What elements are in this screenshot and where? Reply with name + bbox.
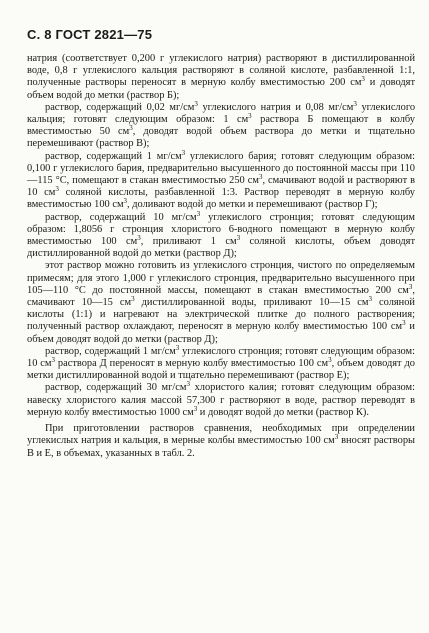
- paragraph: раствор, содержащий 1 $мг/см^3$ углекислого стронция; готовят следующим образом: 10 $см^3$ раствора Д переносят в мерную колбу вместимостью 100 $см^3$, объем доводят до метки дистиллированной водой и тщательно перемешивают (раствор Е);: [27, 343, 415, 382]
- paragraph: раствор, содержащий 10 $мг/см^3$ углекислого стронция; готовят следующим образом: 1,8056 г стронция хлористого 6-водного помещают в мерную колбу вместимостью 100 $см^3$, приливают 1 $см^3$ соляной кислоты, объем доводят дистиллированной водой до метки (раствор Д);: [27, 209, 416, 260]
- paragraph: раствор, содержащий 1 $мг/см^3$ углекислого бария; готовят следующим образом: 0,100 г углекислого бария, предварительно высушенного до постоянной массы при 110—115 °С, помещают в стакан вместимостью 250 $см^3$, смачивают водой и растворяют в 10 $см^3$ соляной кислоты, разбавленной 1:3. Раствор переводят в мерную колбу вместимостью 100 $см^3$, доливают водой до метки и перемешивают (раствор Г);: [27, 148, 415, 211]
- paragraph: натрия (соответствует 0,200 г углекислого натрия) растворяют в дистиллированной воде, 0,8 г углекислого кальция растворяют в соляной кислоте, разбавленной 1:1, полученные растворы переносят в мерную колбу вместимостью 200 $см^3$ и доводят объем водой до метки (раствор Б);: [27, 53, 415, 101]
- paragraph: раствор, содержащий 30 $мг/см^3$ хлористого калия; готовят следующим образом: навеску хлористого калия массой 57,300 г растворяют в воде, раствор переводят в мерную колбу вместимостью 1000 $см^3$ и доводят водой до метки (раствор К).: [27, 380, 415, 418]
- paragraph: раствор, содержащий 0,02 $мг/см^3$ углекислого натрия и 0,08 $мг/см^3$ углекислого кальция; готовят следующим образом: 1 $см^3$ раствора Б помещают в колбу вместимостью 50 $см^3$, доводят водой объем раствора до метки и тщательно перемешивают (раствор В);: [27, 99, 416, 150]
- paragraph: При приготовлении растворов сравнения, необходимых при определении углекислых натрия и кальция, в мерные колбы вместимостью 100 $см^3$ вносят растворы В и Е, в объемах, указанных в табл. 2.: [27, 423, 415, 459]
- paragraph: этот раствор можно готовить из углекислого стронция, чистого по определяемым примесям; для этого 1,000 г углекислого стронция, предварительно высушенного при 105—110 °С до постоянной массы, помещают в стакан вместимостью 200 $см^3$, смачивают 10—15 $см^3$ дистиллированной воды, приливают 10—15 $см^3$ соляной кислоты (1:1) и нагревают на электрической плитке до полного растворения; полученный раствор охлаждают, переносят в мерную колбу вместимостью 100 $см^3$ и объем доводят водой до метки (раствор Д);: [27, 260, 415, 345]
- page-header: С. 8 ГОСТ 2821—75: [27, 27, 153, 42]
- document-body: [27, 53, 415, 460]
